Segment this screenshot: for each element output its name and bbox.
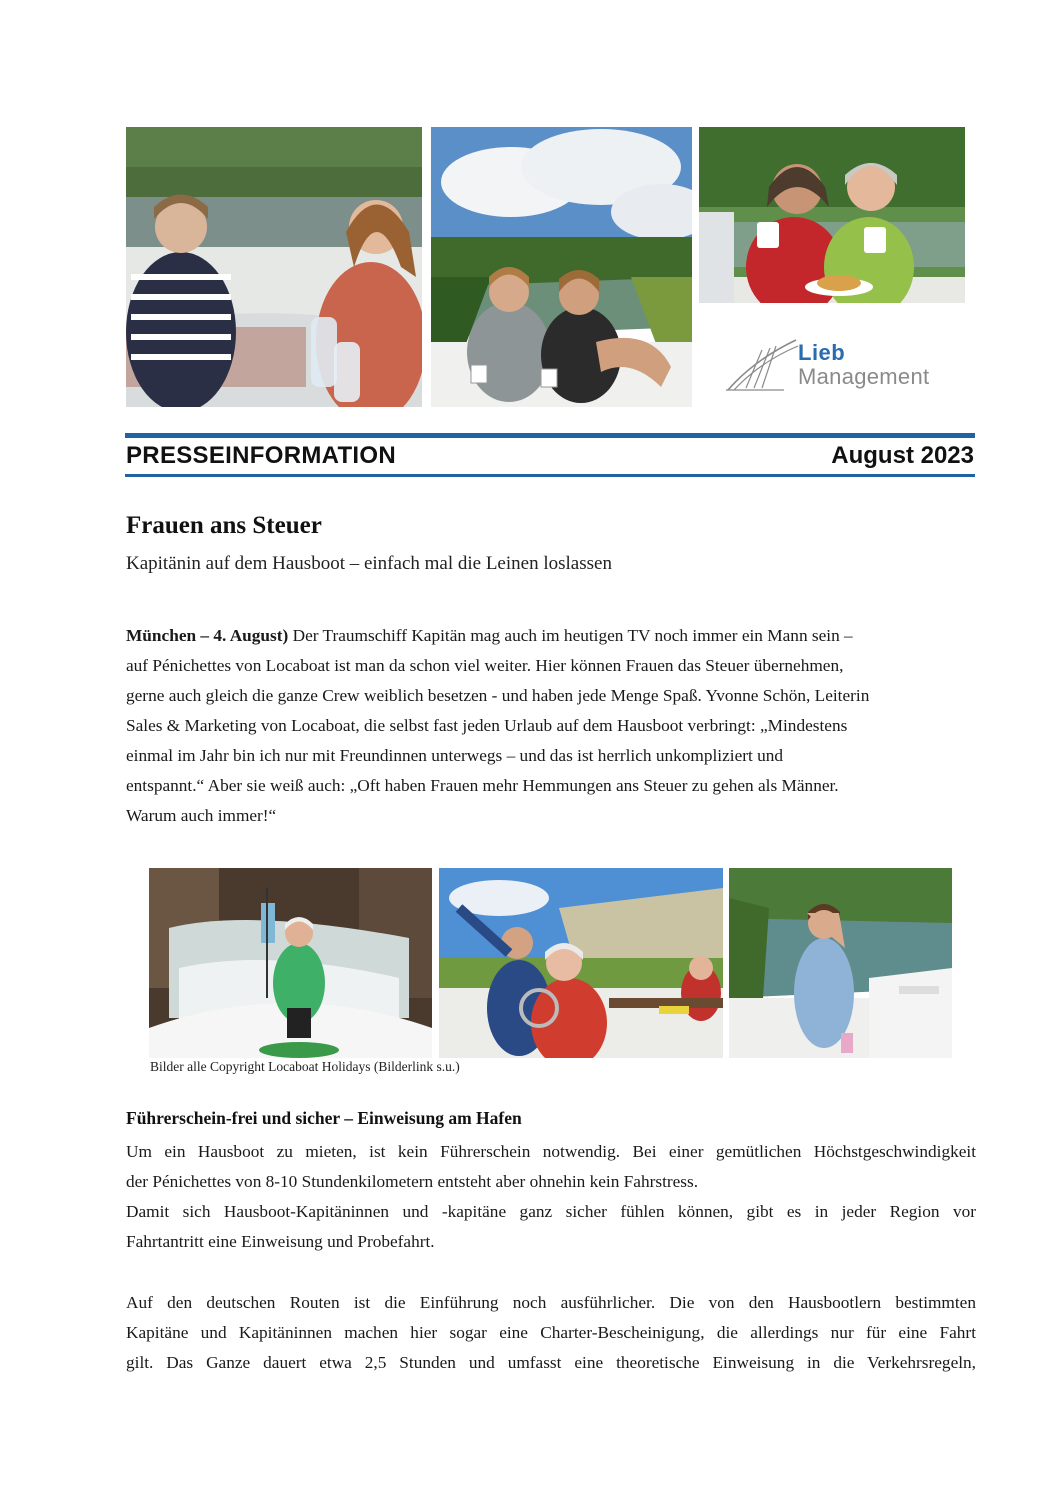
dateline: München – 4. August): [126, 626, 289, 645]
section-p3-line-2: Kapitäne und Kapitäninnen machen hier sogar eine Charter-Bescheinigung, die allerdings nur für eine Fahrt: [126, 1323, 976, 1342]
section-p3-line-1: Auf den deutschen Routen ist die Einführung noch ausführlicher. Die von den Hausbootlern bestimmten: [126, 1293, 976, 1312]
section-p1-line-2: der Pénichettes von 8-10 Stundenkilometern entsteht aber ohnehin kein Fahrstress.: [126, 1172, 699, 1191]
intro-line-6: entspannt.“ Aber sie weiß auch: „Oft haben Frauen mehr Hemmungen ans Steuer zu gehen als Männer.: [126, 776, 839, 795]
logo-text-management: Management: [798, 364, 930, 389]
section-paragraph-1: [126, 1137, 976, 1257]
logo-text-lieb: Lieb: [798, 340, 846, 365]
section-p1-line-1: Um ein Hausboot zu mieten, ist kein Führerschein notwendig. Bei einer gemütlichen Höchstgeschwindigkeit: [126, 1142, 976, 1161]
intro-line-1: München – 4. August) Der Traumschiff Kapitän mag auch im heutigen TV noch immer ein Mann sein –: [126, 626, 853, 645]
section-heading: Führerschein-frei und sicher – Einweisung am Hafen: [126, 1108, 522, 1128]
section-p3-line-3: gilt. Das Ganze dauert etwa 2,5 Stunden und umfasst eine theoretische Einweisung in die Verkehrsregeln,: [126, 1353, 976, 1372]
photo-two-women-steering: [126, 127, 422, 407]
intro-line-7: Warum auch immer!“: [126, 806, 277, 825]
logo-mark-icon: [724, 330, 800, 396]
photo-group-on-deck: [439, 868, 723, 1058]
article-title: Frauen ans Steuer: [126, 512, 322, 539]
intro-paragraph: [126, 621, 976, 831]
photo-woman-shading-eyes: [729, 868, 952, 1058]
photo-woman-in-lock: [149, 868, 432, 1058]
photo-two-women-coffee: [699, 127, 965, 303]
photo-two-women-canal-clouds: [431, 127, 692, 407]
section-p2-line-1: Damit sich Hausboot-Kapitäninnen und -kapitäne ganz sicher fühlen können, gibt es in jeder Region vor: [126, 1202, 976, 1221]
header-rule-bottom: [125, 474, 975, 477]
intro-line-2: auf Pénichettes von Locaboat ist man da schon viel weiter. Hier können Frauen das Steuer übernehmen,: [126, 656, 844, 675]
intro-line-3: gerne auch gleich die ganze Crew weiblich besetzen - und haben jede Menge Spaß. Yvonne Schön, Leiterin: [126, 686, 870, 705]
section-paragraph-3: [126, 1288, 976, 1378]
section-p2-line-2: Fahrtantritt eine Einweisung und Probefahrt.: [126, 1232, 435, 1251]
press-date: August 2023: [831, 442, 974, 469]
lieb-management-logo: [724, 330, 964, 396]
press-label: PRESSEINFORMATION: [126, 442, 397, 469]
photo-caption: Bilder alle Copyright Locaboat Holidays (Bilderlink s.u.): [150, 1059, 460, 1074]
intro-line-5: einmal im Jahr bin ich nur mit Freundinnen unterwegs – und das ist herrlich unkompliziert und: [126, 746, 784, 765]
header-rule-top: [125, 433, 975, 438]
article-subtitle: Kapitänin auf dem Hausboot – einfach mal die Leinen loslassen: [126, 553, 612, 574]
intro-line-4: Sales & Marketing von Locaboat, die selbst fast jeden Urlaub auf dem Hausboot verbringt: „Mindestens: [126, 716, 848, 735]
